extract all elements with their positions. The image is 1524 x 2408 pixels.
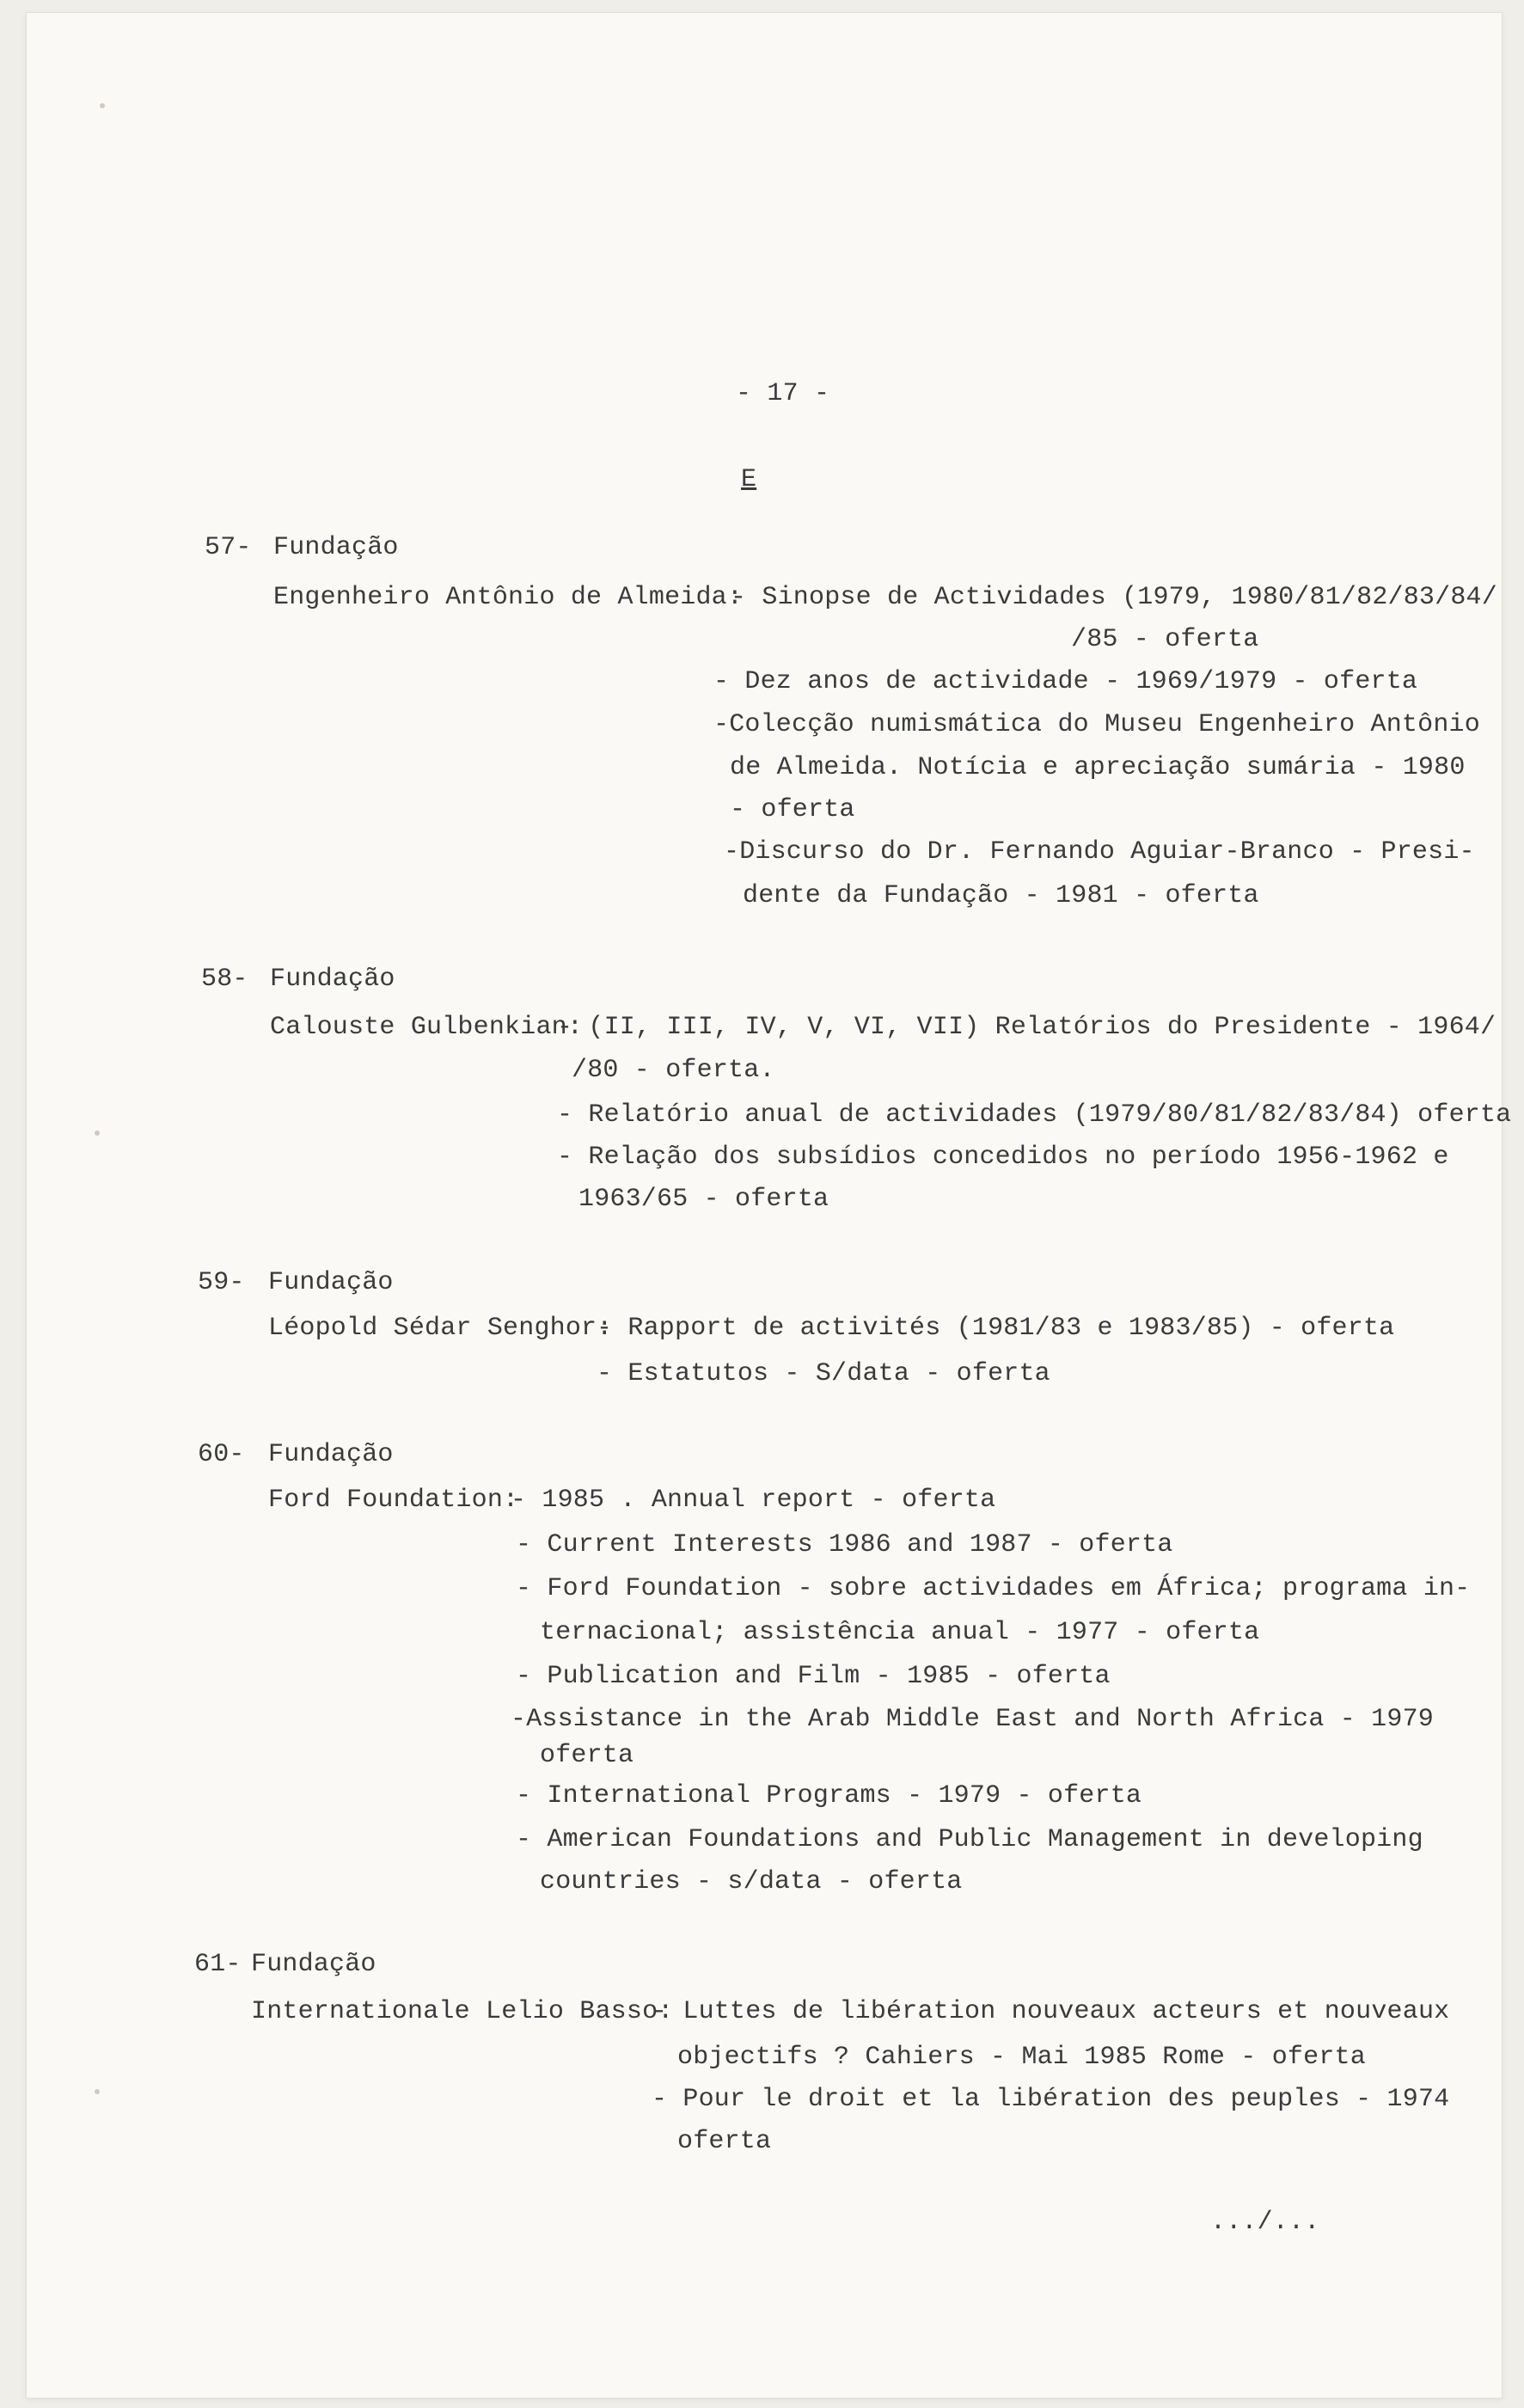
entry-kind: Fundação (251, 1950, 376, 1979)
section-letter: E (741, 465, 757, 494)
entry-line: - Current Interests 1986 and 1987 - oferta (516, 1530, 1173, 1559)
entry-line: 1963/65 - oferta (578, 1185, 829, 1214)
entry-kind: Fundação (268, 1268, 394, 1297)
entry-line: oferta (677, 2127, 772, 2156)
entry-line: - Relação dos subsídios concedidos no período 1956-1962 e (557, 1143, 1449, 1172)
entry-line: - American Foundations and Public Management in developing (516, 1825, 1423, 1854)
entry-line: - Publication and Film - 1985 - oferta (516, 1662, 1111, 1691)
entry-line: - Rapport de activités (1981/83 e 1983/85) - oferta (597, 1314, 1395, 1343)
entry-line: - Sinopse de Actividades (1979, 1980/81/82/83/84/ (731, 583, 1497, 612)
entry-kind: Fundação (270, 965, 395, 994)
entry-number: 60- (198, 1440, 245, 1469)
entry-name: Léopold Sédar Senghor: (268, 1314, 613, 1343)
entry-name: Internationale Lelio Basso: (251, 1997, 674, 2026)
entry-line: - International Programs - 1979 - oferta (516, 1781, 1142, 1811)
entry-line: ternacional; assistência anual - 1977 - oferta (540, 1618, 1260, 1647)
entry-line: - oferta (730, 795, 855, 824)
entry-line: - (II, III, IV, V, VI, VII) Relatórios do Presidente - 1964/ (557, 1013, 1496, 1042)
continuation-mark: .../... (1210, 2208, 1320, 2237)
entry-number: 59- (198, 1268, 245, 1297)
entry-line: countries - s/data - oferta (540, 1867, 963, 1896)
page-number: - 17 - (736, 379, 830, 408)
entry-name: Calouste Gulbenkian: (270, 1013, 584, 1042)
entry-line: /85 - oferta (1071, 625, 1259, 654)
entry-line: objectifs ? Cahiers - Mai 1985 Rome - oferta (677, 2043, 1366, 2072)
entry-line: /80 - oferta. (572, 1056, 775, 1085)
entry-line: oferta (540, 1741, 634, 1770)
entry-kind: Fundação (268, 1440, 394, 1469)
entry-name: Engenheiro Antônio de Almeida: (273, 583, 744, 612)
entry-name: Ford Foundation: (268, 1486, 519, 1515)
entry-number: 58- (201, 965, 248, 994)
entry-line: - Estatutos - S/data - oferta (597, 1359, 1050, 1388)
entry-line: -Assistance in the Arab Middle East and North Africa - 1979 (511, 1705, 1434, 1734)
entry-kind: Fundação (273, 533, 399, 562)
binder-hole (100, 103, 105, 108)
entry-line: - Ford Foundation - sobre actividades em África; programa in- (516, 1574, 1471, 1603)
binder-hole (95, 2089, 100, 2094)
entry-number: 57- (205, 533, 252, 562)
entry-number: 61- (194, 1950, 242, 1979)
entry-line: -Discurso do Dr. Fernando Aguiar-Branco - Presi- (724, 837, 1475, 867)
entry-line: - Relatório anual de actividades (1979/80/81/82/83/84) oferta (557, 1100, 1512, 1130)
entry-line: - Luttes de libération nouveaux acteurs et nouveaux (652, 1997, 1450, 2026)
entry-line: - 1985 . Annual report - oferta (511, 1486, 996, 1515)
entry-line: -Colecção numismática do Museu Engenheiro Antônio (713, 710, 1480, 739)
entry-line: dente da Fundação - 1981 - oferta (743, 881, 1259, 910)
entry-line: - Dez anos de actividade - 1969/1979 - oferta (713, 667, 1418, 696)
entry-line: de Almeida. Notícia e apreciação sumária - 1980 (730, 753, 1466, 782)
binder-hole (95, 1130, 100, 1136)
entry-line: - Pour le droit et la libération des peuples - 1974 (652, 2085, 1450, 2114)
